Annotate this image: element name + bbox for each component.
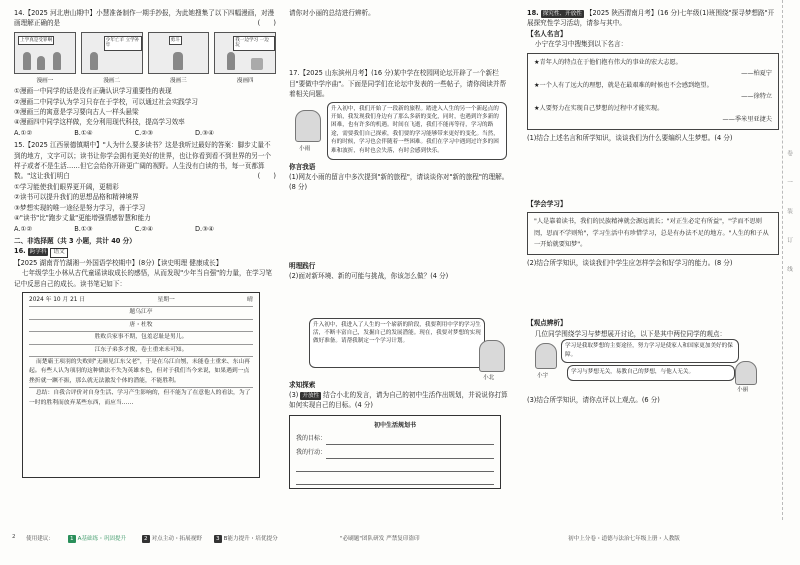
question-14-stem: 14.【2025 河北唐山期中】小慧准备制作一期手抄报，为此她搜集了以下四幅漫画，对漫画理解正确的是 ( ) (14, 9, 276, 28)
notes-body: 而楚霸王项羽的失败则"无颜见江东父老"，于是在乌江自刎，未能卷土重来、东山再起。有些人认为项羽的这种做法不失为英雄本色，但对于我们当今来说，如果遇到一点挫折就一蹶不振，那么就无法激发个体的潜能，不能胜利。 (29, 359, 250, 384)
plan-writing-box (289, 415, 501, 489)
sub-heading: 【观点辨析】 (527, 319, 567, 328)
usage-step-2: 2 对点主动・拓展视野 (144, 536, 202, 542)
sub-heading: 你言我语 (289, 162, 316, 171)
student-illustration (295, 110, 321, 142)
q18-part-1: (1)结合上述名言和所学知识，谈谈我们为什么要编织人生梦想。(4 分) (527, 133, 733, 142)
q17-part-3: (3) 开放性 结合小北的发言，请为自己的初中生活作出规划，并说说你打算如何实现自己的目标。(4 分) (289, 391, 508, 410)
q15-item: ②读书可以提升我们的思想品格和精神境界 (14, 193, 139, 202)
page-footer: 2 使用建议： 1 A基础练・巩固提升 2 对点主动・拓展视野 3 B能力提升・培优提分 "必刷题"团队研发 严禁复印盗印 初中上分卷・道德与法治七年级上册・人教版 (12, 534, 680, 542)
usage-step-1: 1 A基础练・巩固提升 (70, 536, 127, 542)
q14-item: ③漫画三的寓意是学习要向古人一样头悬梁 (14, 108, 139, 117)
debate-illustration: 小宇 学习是我取梦想的主要途径，努力学习是使家人和国家更加美好的保障。 学习与梦想无关，易教自己的梦想，与他人无关。 小丽 (527, 339, 779, 395)
footer-book-title: 初中上分卷・道德与法治七年级上册・人教版 (568, 536, 680, 542)
notes-summary: 总结：自我合评价对自身生活、学习产生影响的，但不能为了在意他人的看法，为了一时的胜利而放弃某些东西，而应当…… (29, 390, 251, 406)
speech-bubble: 升入初中，我进入了人生的一个崭新的阶段，我要利用中学的学习生活，不断丰富自己，发掘自己的发展潜能。现在，我要对梦想的实现做好准备。请帮我制定一个学习计划。 (309, 318, 485, 368)
action-line: 我的行动： (296, 446, 494, 459)
q14-options: A.①② B.①④ C.②③ D.③④ (14, 128, 214, 137)
quotes-box: ★青年人的特点在于他们抱有伟大的事业的宏大志愿。 ——柏夏宁 ★一个人有了远大的理想，就是在最艰难的时候也不会感到绝望。 ——徐特立 ★人要努力在实现自己梦想的过程中才能实现。 ——季米里亚捷夫 (527, 53, 779, 130)
q15-item: ①学习能使我们眼界更开阔，更精彩 (14, 182, 119, 191)
speech-bubble: 升入初中，我们开始了一段新的旅程。踏进入人生的另一个新起点的开始，我发现我们身边有了那么多新的变化，同时，也遇到许多新的困难，也有许多的机遇。时间在飞逝，我们不能再等待，学习的路途，需要我们自己探索，我们要的学习能够带来更好的变化。当然，有的时候，学习也会伴随着一些困难。我们在学习中遇到过许多的困难和波折，有时也会失落，有时会感到快乐。 (327, 102, 507, 160)
comic-1-image: 上学真是受罪啊 (14, 32, 76, 74)
speech-bubble: 学习与梦想无关，易教自己的梦想，与他人无关。 (567, 365, 735, 381)
right-column: 18. 探究性、开放性 【2025 陕西渭南月考】(16 分)七年级(1)班围绕"探寻梦想路"开展探究性学习活动，请参与其中。 【名人名言】 小宁在学习中搜集到以下名言： ★青年人的特点在于他们抱有伟大的事业的宏大志愿。 ——柏夏宁 ★一个人有了远大的理想，就是在最艰难的时候也不会感到绝望。 ——徐特立 ★人要努力在实现自己梦想的过程中才能实现。 ——季米里亚捷夫 (1)结合上述名言和所学知识，谈谈我们为什么要编织人生梦想。(4 分) 【学会学习】 "人是靠着读书，我们的民族精神就会源远流长；"对正生必定有所益"，"学而不思则罔，思而不学则殆"，学习生活中有珍惜学习，总是有办法不足的地方。"人生的和子从一开始就要知梦"。 (2)结合所学知识，谈谈我们中学生应怎样学会和好学习的能力。(8 分) 【观点辨析】 几位同学围绕学习与梦想展开讨论，以下是其中两位同学的观点： 小宇 学习是我取梦想的主要途径，努力学习是使家人和国家更加美好的保障。 学习与梦想无关，易教自己的梦想，与他人无关。 小丽 (3)结合所学知识，请你点评以上观点。(6 分) (527, 8, 779, 406)
sub-heading: 求知探索 (289, 380, 316, 389)
comic-captions: 漫画一 漫画二 漫画三 漫画四 (36, 77, 254, 84)
q15-options: A.①② B.①③ C.②④ D.③④ (14, 224, 214, 233)
section-2-heading: 二、非选择题（共 3 小题，共计 40 分） (14, 236, 136, 245)
question-18-stem: 18. 探究性、开放性 【2025 陕西渭南月考】(16 分)七年级(1)班围绕"探寻梦想路"开展探究性学习活动，请参与其中。 (527, 9, 775, 28)
left-column (14, 8, 276, 478)
speech-bubble: 学习是我取梦想的主要途径，努力学习是使家人和国家更加美好的保障。 (561, 339, 739, 363)
student-illustration (535, 343, 557, 369)
middle-column (289, 8, 511, 489)
binding-line (782, 0, 783, 520)
q15-item: ③梦想实现的唯一途径是努力学习，善于学习 (14, 203, 146, 212)
cross-subject-tag: 跨学科 (29, 249, 47, 256)
q18-part-2: (2)结合所学知识，谈谈我们中学生应怎样学会和好学习的能力。(8 分) (527, 258, 733, 267)
diary-date-line: 2024 年 10 月 21 日 星期一 晴 (29, 297, 253, 304)
q17-part-2: (2)面对新环境、新的可能与挑战，你该怎么做？(4 分) (289, 272, 449, 281)
question-17-stem: 17.【2025 山东滨州月考】(16 分)某中学在校园网论坛开辟了一个新栏目"要做中学序曲"。下面是同学们在论坛中发表的一些帖子，请你阅读并帮着相关问题。 (289, 69, 507, 99)
comic-strip (14, 32, 276, 74)
student-illustration (479, 340, 505, 372)
comic-3-image: 勇斗 (148, 32, 210, 74)
q16-instruction: 请你对小丽的总结进行辨析。 (289, 9, 375, 17)
comic-4-image: 我一边学习 一边玩 (214, 32, 276, 74)
q14-item: ④漫画四中同学这样做，充分利用现代科技，提高学习效率 (14, 118, 185, 127)
footer-copyright: "必刷题"团队研发 严禁复印盗印 (340, 536, 420, 542)
sub-heading: 【名人名言】 (527, 29, 567, 38)
poem-title: 题乌江亭 (129, 309, 153, 316)
binding-margin: 卷 一 装 订 线 (787, 151, 793, 273)
reading-notes-box: 2024 年 10 月 21 日 星期一 晴 题乌江亭 唐・杜牧 胜败兵家事不期，包羞忍耻是男儿。 江东子弟多才俊，卷土重来未可知。 而楚霸王项羽的失败则"无颜见江东父老"，于是在乌江自刎，未能卷土重来、东山再起。有些人认为项羽的这种做法不失为英雄本色，但对于我们当今来说，如果遇到一点挫折就一蹶不振，那么就无法激发个体的潜能，不能胜利。 总结：自我合评价对自身生活、学习产生影响的，但不能为了在意他人的看法，为了一时的胜利而放弃某些东西，而应当…… (22, 292, 260, 478)
forum-post-1: 小雨 升入初中，我们开始了一段新的旅程。踏进入人生的另一个新起点的开始，我发现我们身边有了那么多新的变化，同时，也遇到许多新的困难，也有许多的机遇。时间在飞逝，我们不能再等待，学习的路途，需要我们自己探索，我们要的学习能够带来更好的变化。当然，有的时候，学习也会伴随着一些困难。我们在学习中遇到过许多的困难和波折，有时也会失落，有时会感到快乐。 (289, 100, 511, 162)
page-number: 2 (12, 534, 16, 540)
q18-part-3: (3)结合所学知识，请你点评以上观点。(6 分) (527, 396, 660, 405)
usage-step-3: 3 B能力提升・培优提分 (216, 536, 278, 542)
sub-heading: 【学会学习】 (527, 200, 567, 209)
goal-line: 我的目标： (296, 432, 494, 445)
plan-title: 初中生活规划书 (373, 421, 416, 429)
sub-heading: 明理践行 (289, 261, 316, 270)
q15-item: ④"读书"比"跑步丈量"更能增强情感智慧和能力 (14, 214, 151, 223)
q17-part-1: (1)网友小雨的留言中多次提到"新的旅程"，请谈谈你对"新的旅程"的理解。(8 分) (289, 173, 509, 192)
question-16-stem: 16. 跨学科 语文 【2025 湖南青竹湖湘一外国语学校期中】(8分)【读史明理 健康成长】 (14, 247, 223, 267)
poem-author: 唐・杜牧 (129, 321, 153, 328)
forum-post-2: 升入初中，我进入了人生的一个崭新的阶段，我要利用中学的学习生活，不断丰富自己，发掘自己的发展潜能。现在，我要对梦想的实现做好准备。请帮我制定一个学习计划。 小北 (289, 318, 511, 380)
q14-item: ①漫画一中同学的话是没有正确认识学习重要性的表现 (14, 87, 172, 96)
q14-item: ②漫画二中同学认为学习只存在于学校，可以通过社会实践学习 (14, 97, 198, 106)
comic-2-image: 少年亡羊 立学补牢 (81, 32, 143, 74)
student-illustration (735, 361, 757, 385)
question-15-stem: 15.【2025 江西景德镇期中】"人为什么要多读书？这是我听过最好的答案：脚步丈量不到的地方，文字可以；读书让你学会拥有更美好的世界，也让你看到看不到世界的另一个样子或者不是生活……但它会给你开辟更广阔的视野。人生没有白读的书，每一页都算数。"这让我们明白 ( ) (14, 141, 276, 181)
learning-quote-box: "人是靠着读书，我们的民族精神就会源远流长；"对正生必定有所益"，"学而不思则罔，思而不学则殆"，学习生活中有珍惜学习，总是有办法不足的地方。"人生的和子从一开始就要知梦"。 (527, 212, 779, 255)
q16-intro: 七年级学生小林从古代童谣读取成长的感悟，从而发现"少年当自强"的力量，在学习笔记中反思自己的成长。读书笔记如下： (14, 269, 272, 288)
